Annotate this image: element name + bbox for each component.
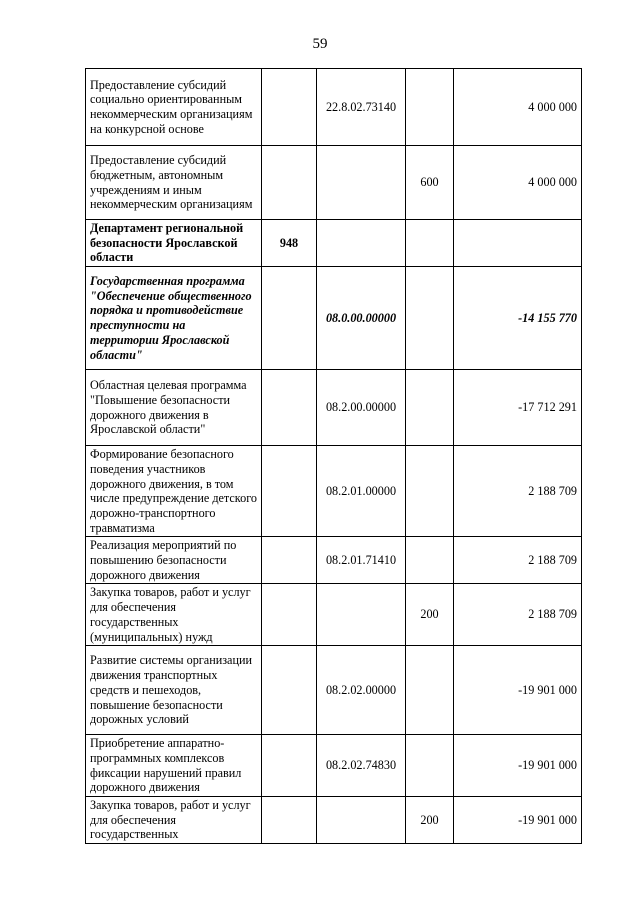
table-row xyxy=(86,146,582,220)
row-dept-code xyxy=(262,446,317,537)
row-name: Развитие системы организации движения транспортных средств и пешеходов, повышение безопасности дорожных условий xyxy=(86,646,262,735)
row-name: Закупка товаров, работ и услуг для обеспечения государственных xyxy=(86,797,262,844)
row-name: Предоставление субсидий бюджетным, автономным учреждениям и иным некоммерческим организациям xyxy=(86,146,262,220)
row-name: Реализация мероприятий по повышению безопасности дорожного движения xyxy=(86,537,262,584)
row-expense-type: 600 xyxy=(406,146,454,220)
row-expense-type xyxy=(406,446,454,537)
row-target-code xyxy=(317,797,406,844)
row-expense-type: 200 xyxy=(406,797,454,844)
row-dept-code: 948 xyxy=(262,220,317,267)
table-row xyxy=(86,797,582,844)
row-expense-type xyxy=(406,735,454,797)
row-dept-code xyxy=(262,146,317,220)
row-sum: 4 000 000 xyxy=(454,146,582,220)
row-sum: -17 712 291 xyxy=(454,370,582,446)
page-number: 59 xyxy=(312,36,328,52)
row-target-code: 08.2.02.00000 xyxy=(317,646,406,735)
row-target-code: 08.2.01.71410 xyxy=(317,537,406,584)
row-sum: 2 188 709 xyxy=(454,446,582,537)
row-dept-code xyxy=(262,797,317,844)
row-name: Областная целевая программа "Повышение безопасности дорожного движения в Ярославской области" xyxy=(86,370,262,446)
row-expense-type xyxy=(406,370,454,446)
row-expense-type xyxy=(406,537,454,584)
table-row xyxy=(86,220,582,267)
row-target-code: 08.2.02.74830 xyxy=(317,735,406,797)
row-expense-type xyxy=(406,69,454,146)
row-dept-code xyxy=(262,537,317,584)
row-target-code xyxy=(317,584,406,646)
row-sum: 2 188 709 xyxy=(454,584,582,646)
row-dept-code xyxy=(262,370,317,446)
row-expense-type: 200 xyxy=(406,584,454,646)
row-target-code: 08.2.01.00000 xyxy=(317,446,406,537)
row-target-code xyxy=(317,220,406,267)
row-sum: -19 901 000 xyxy=(454,797,582,844)
row-dept-code xyxy=(262,735,317,797)
row-sum: -19 901 000 xyxy=(454,646,582,735)
table-row xyxy=(86,446,582,537)
row-sum xyxy=(454,220,582,267)
row-dept-code xyxy=(262,646,317,735)
row-name: Формирование безопасного поведения участников дорожного движения, в том числе предупреждение детского дорожно-транспортного травматизма xyxy=(86,446,262,537)
row-target-code: 08.0.00.00000 xyxy=(317,267,406,370)
budget-table xyxy=(85,68,582,844)
row-expense-type xyxy=(406,220,454,267)
row-sum: -14 155 770 xyxy=(454,267,582,370)
row-name: Государственная программа "Обеспечение общественного порядка и противодействие преступности на территории Ярославской области" xyxy=(86,267,262,370)
row-name: Предоставление субсидий социально ориентированным некоммерческим организациям на конкурсной основе xyxy=(86,69,262,146)
row-name: Закупка товаров, работ и услуг для обеспечения государственных (муниципальных) нужд xyxy=(86,584,262,646)
table-row xyxy=(86,584,582,646)
row-sum: 2 188 709 xyxy=(454,537,582,584)
table-row xyxy=(86,646,582,735)
row-dept-code xyxy=(262,69,317,146)
row-dept-code xyxy=(262,584,317,646)
table-row xyxy=(86,370,582,446)
table-row xyxy=(86,735,582,797)
row-name: Департамент региональной безопасности Ярославской области xyxy=(86,220,262,267)
row-expense-type xyxy=(406,267,454,370)
row-expense-type xyxy=(406,646,454,735)
row-target-code: 08.2.00.00000 xyxy=(317,370,406,446)
row-sum: 4 000 000 xyxy=(454,69,582,146)
row-dept-code xyxy=(262,267,317,370)
table-row xyxy=(86,267,582,370)
row-target-code xyxy=(317,146,406,220)
table-row xyxy=(86,537,582,584)
row-name: Приобретение аппаратно-программных комплексов фиксации нарушений правил дорожного движения xyxy=(86,735,262,797)
row-target-code: 22.8.02.73140 xyxy=(317,69,406,146)
row-sum: -19 901 000 xyxy=(454,735,582,797)
table-row xyxy=(86,69,582,146)
